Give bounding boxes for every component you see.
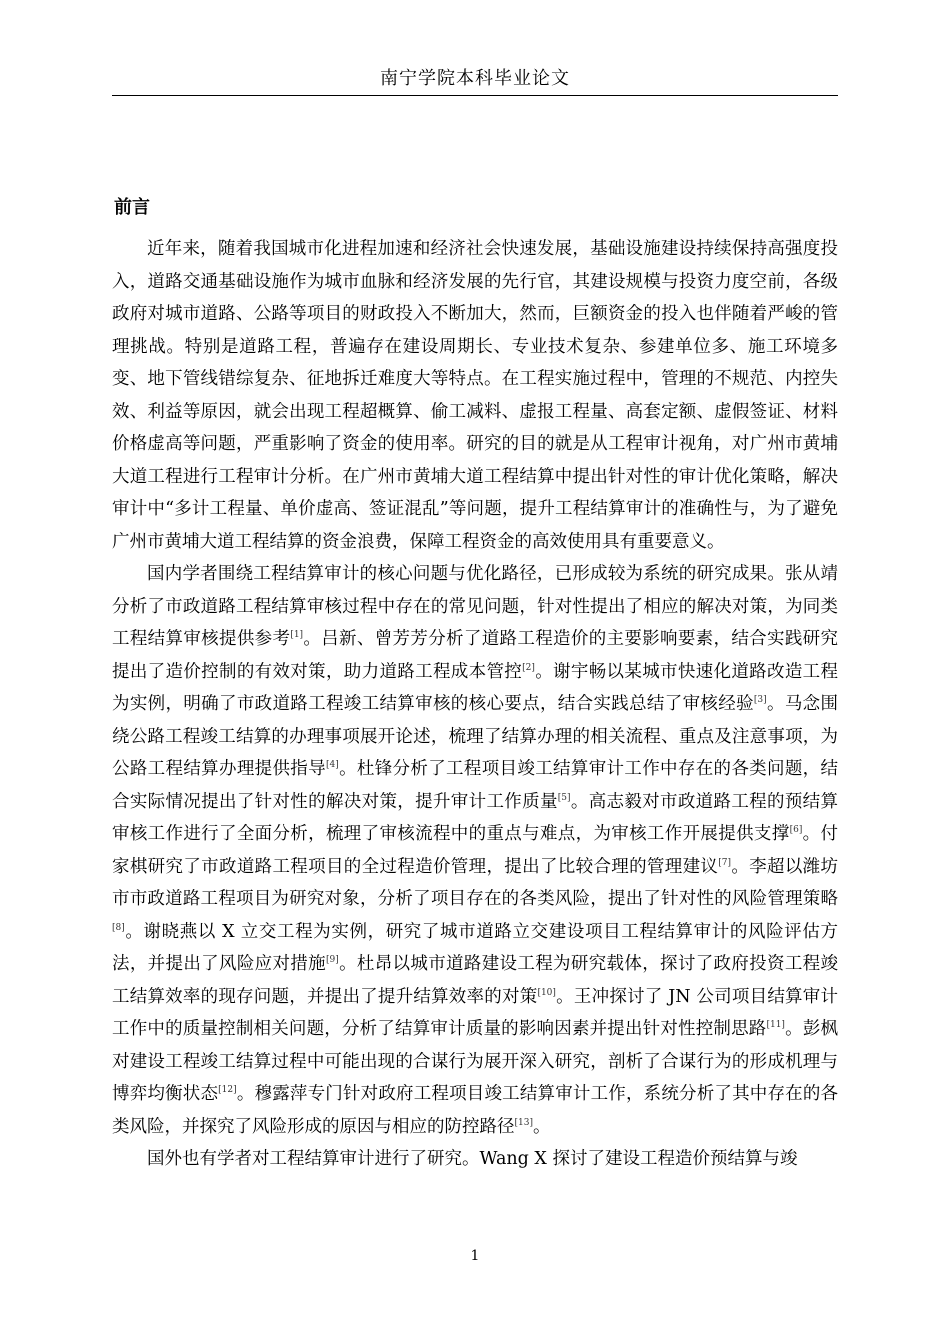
citation-8: [8] [112,922,125,933]
text-run: 国内学者围绕工程结算审计的核心问题与优化路径，已形成较为系统的研究成果。张从靖分析了市政道路工程结算审核过程中存在的常见问题，针对性提出了相应的解决对策，为同类工程结算审核提供参考 [112,564,838,649]
citation-3: [3] [753,695,767,706]
paragraph-foreign-research: 国外也有学者对工程结算审计进行了研究。Wang X 探讨了建设工程造价预结算与竣 [147,1149,798,1169]
page-number: 1 [470,1248,480,1264]
text-run: 。 [532,1116,551,1137]
citation-5: [5] [557,792,571,803]
text-run: 。彭枫对建设工程竣工结算过程中可能出现的合谋行为展开深入研究，剖析了合谋行为的形成机理与博弈均衡状态 [112,1019,839,1104]
citation-9: [9] [325,955,339,966]
citation-10: [10] [537,987,556,998]
text-run: 。杜锋分析了工程项目竣工结算审计工作中存在的各类问题，结合实际情况提出了针对性的解决对策，提升审计工作质量 [112,759,839,812]
citation-4: [4] [325,760,339,771]
text-run: 。谢宇畅以某城市快速化道路改造工程为实例，明确了市政道路工程竣工结算审核的核心要点，结合实践总结了审核经验 [112,661,839,714]
header-divider [112,95,838,96]
text-run: 。杜昂以城市道路建设工程为研究载体，探讨了政府投资工程竣工结算效率的现存问题，并提出了提升结算效率的对策 [112,954,839,1007]
citation-11: [11] [766,1020,785,1031]
text-run: 。马念围绕公路工程竣工结算的办理事项展开论述，梳理了结算办理的相关流程、重点及注意事项，为公路工程结算办理提供指导 [112,694,838,779]
paragraph-intro: 近年来，随着我国城市化进程加速和经济社会快速发展，基础设施建设持续保持高强度投入，道路交通基础设施作为城市血脉和经济发展的先行官，其建设规模与投资力度空前，各级政府对城市道路、公路等项目的财政投入不断加大，然而，巨额资金的投入也伴随着严峻的管理挑战。特别是道路工程，普遍存在建设周期长、专业技术复杂、参建单位多、施工环境多变、地下管线错综复杂、征地拆迁难度大等特点。在工程实施过程中，管理的不规范、内控失效、利益等原因，就会出现工程超概算、偷工减料、虚报工程量、高套定额、虚假签证、材料价格虚高等问题，严重影响了资金的使用率。研究的目的就是从工程审计视角，对广州市黄埔大道工程进行工程审计分析。在广州市黄埔大道工程结算中提出针对性的审计优化策略，解决审计中“多计工程量、单价虚高、签证混乱”等问题，提升工程结算审计的准确性与，为了避免广州市黄埔大道工程结算的资金浪费，保障工程资金的高效使用具有重要意义。 [112,239,838,552]
text-run: 。吕新、曾芳芳分析了道路工程造价的主要影响要素，结合实践研究提出了造价控制的有效对策，助力道路工程成本管控 [112,629,838,682]
text-run: 。付家棋研究了市政道路工程项目的全过程造价管理，提出了比较合理的管理建议 [112,824,839,877]
citation-7: [7] [718,857,732,868]
body-text [112,233,838,1176]
text-run: 。穆露萍专门针对政府工程项目竣工结算审计工作，系统分析了其中存在的各类风险，并探究了风险形成的原因与相应的防控路径 [112,1084,839,1137]
text-run: 。王冲探讨了 JN 公司项目结算审计工作中的质量控制相关问题，分析了结算审计质量的影响因素并提出针对性控制思路 [112,986,838,1039]
page-header-title: 南宁学院本科毕业论文 [380,68,570,89]
citation-2: [2] [522,662,535,673]
text-run: 。谢晓燕以 X 立交工程为实例，研究了城市道路立交建设项目工程结算审计的风险评估方法，并提出了风险应对措施 [112,921,838,974]
citation-13: [13] [514,1117,533,1128]
text-run: 。高志毅对市政道路工程的预结算审核工作进行了全面分析，梳理了审核流程中的重点与难点，为审核工作开展提供支撑 [112,791,838,844]
section-heading: 前言 [114,197,150,218]
citation-12: [12] [218,1085,237,1096]
paragraph-domestic-research [112,558,838,1143]
citation-1: [1] [290,630,304,641]
citation-6: [6] [789,825,803,836]
text-run: 。李超以潍坊市市政道路工程项目为研究对象，分析了项目存在的各类风险，提出了针对性的风险管理策略 [112,856,839,909]
